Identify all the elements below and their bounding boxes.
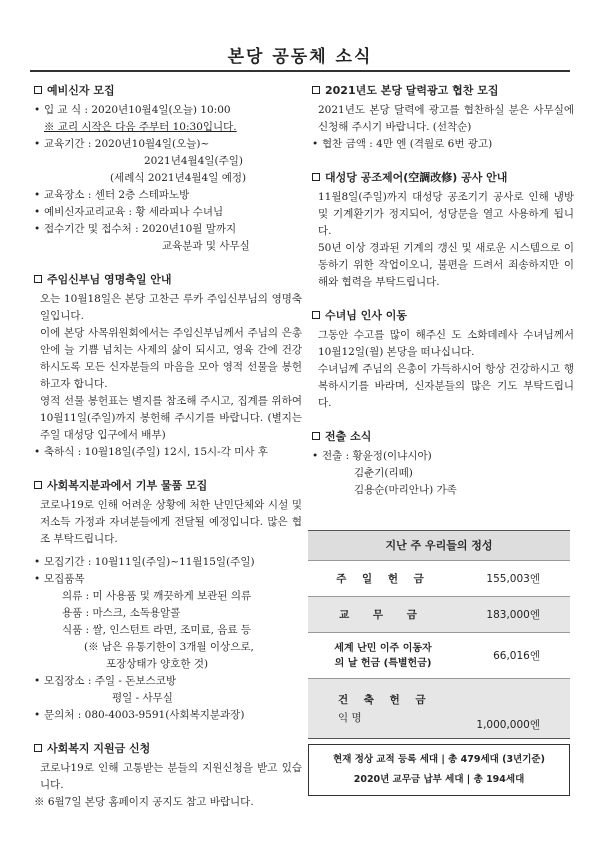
list-item: • 모집품목 bbox=[34, 571, 302, 588]
list-item-continued: 교육분과 및 사무실 bbox=[162, 240, 250, 252]
section-heading: 예비신자 모집 bbox=[34, 82, 302, 99]
row-label: 세계 난민 이주 이동자 의 날 헌금 (특별헌금) bbox=[334, 642, 432, 669]
section-transfer bbox=[312, 428, 574, 499]
list-item-continued: 2021년4월4일(주일) bbox=[144, 155, 243, 167]
square-bullet-icon bbox=[312, 173, 320, 181]
section-welfare bbox=[34, 740, 302, 811]
paragraph: 오는 10월18일은 본당 고찬근 루카 주임신부님의 영명축일입니다. bbox=[40, 293, 302, 322]
list-item: • 협찬 금액 : 4만 엔 (격월로 6번 광고) bbox=[312, 136, 574, 153]
row-label: 교 무 금 bbox=[339, 609, 427, 621]
table-row bbox=[308, 679, 570, 739]
row-label: 건 축 헌 금 익 명 bbox=[338, 693, 432, 724]
square-bullet-icon bbox=[34, 744, 42, 752]
list-item: • 모집기간 : 10월11일(주일)~11월15일(주일) bbox=[34, 554, 302, 571]
square-bullet-icon bbox=[34, 86, 42, 94]
list-item: • 문의처 : 080-4003-9591(사회복지분과장) bbox=[34, 707, 302, 724]
section-heading: 전출 소식 bbox=[312, 428, 574, 445]
table-row bbox=[308, 597, 570, 633]
section-aircon bbox=[312, 169, 574, 291]
square-bullet-icon bbox=[34, 481, 42, 489]
list-item: • 교육기간 : 2020년10월4일(오늘)~ bbox=[34, 136, 302, 153]
section-feast bbox=[34, 271, 302, 461]
row-value: 155,003엔 bbox=[486, 573, 540, 585]
list-item: • 교육장소 : 센터 2층 스테파노방 bbox=[34, 187, 302, 204]
page-title: 본당 공동체 소식 bbox=[227, 47, 373, 67]
paragraph: 그동안 수고를 많이 해주신 도 소화데레사 수녀님께서 10월12일(월) 본당을 떠나십니다. bbox=[318, 329, 574, 358]
list-item: • 축하식 : 10월18일(주일) 12시, 15시-각 미사 후 bbox=[34, 444, 302, 461]
list-subitem: 의류 : 미 사용품 및 깨끗하게 보관된 의류 bbox=[62, 590, 252, 602]
list-item: • 접수기간 및 접수처 : 2020년10월 말까지 bbox=[34, 221, 302, 238]
list-item: • 전출 : 황윤정(이냐시아) bbox=[312, 448, 574, 465]
section-catechumen bbox=[34, 82, 302, 255]
square-bullet-icon bbox=[312, 432, 320, 440]
section-heading: 2021년도 본당 달력광고 협찬 모집 bbox=[312, 82, 574, 99]
row-label: 주 일 헌 금 bbox=[336, 573, 430, 585]
note: ※ 6월7일 본당 홈페이지 공지도 참고 바랍니다. bbox=[34, 796, 254, 808]
section-sister bbox=[312, 307, 574, 412]
row-value: 183,000엔 bbox=[486, 609, 540, 621]
paragraph: 코로나19로 인해 고통받는 분들의 지원신청을 받고 있습니다. bbox=[40, 762, 302, 791]
right-column bbox=[312, 82, 574, 515]
section-heading: 사회복지분과에서 기부 물품 모집 bbox=[34, 477, 302, 494]
section-heading: 수녀님 인사 이동 bbox=[312, 307, 574, 324]
list-subitem: (※ 남은 유통기한이 3개월 이상으로, bbox=[84, 641, 254, 653]
paragraph: 50년 이상 경과된 기계의 갱신 및 새로운 시스템으로 이동하기 위한 작업이오니, 불편을 드려서 죄송하지만 이해와 협력을 부탁드립니다. bbox=[318, 242, 574, 288]
paragraph: 영적 선물 봉헌표는 별지를 참조해 주시고, 집계를 위하여 10월11일(주일)까지 봉헌해 주시기를 바랍니다. (별지는 주일 대성당 입구에서 배부) bbox=[40, 395, 302, 441]
section-donation bbox=[34, 477, 302, 724]
square-bullet-icon bbox=[312, 311, 320, 319]
list-item: • 모집장소 : 주일 - 돈보스코방 bbox=[34, 673, 302, 690]
list-subitem: 평일 - 사무실 bbox=[112, 692, 173, 704]
row-value: 66,016엔 bbox=[493, 650, 540, 662]
paragraph: 수녀님께 주님의 은총이 가득하시어 항상 건강하시고 행복하시기를 바라며, 신자분들의 많은 기도 부탁드립니다. bbox=[318, 363, 574, 409]
list-item-continued: (세례식 2021년4월4일 예정) bbox=[110, 172, 247, 184]
paragraph: 11월8일(주일)까지 대성당 공조기기 공사로 인해 냉방 및 기계환기가 정지되어, 성당문을 열고 사용하게 됩니다. bbox=[318, 191, 574, 237]
registration-stats-box bbox=[308, 744, 570, 796]
left-column bbox=[34, 82, 302, 827]
note: ※ 교리 시작은 다음 주부터 10:30입니다. bbox=[44, 121, 237, 133]
stats-line: 2020년 교무금 납부 세대 | 총 194세대 bbox=[353, 774, 525, 785]
list-item: • 입 교 식 : 2020년10월4일(오늘) 10:00 bbox=[34, 102, 302, 119]
stats-line: 현재 정상 교적 등록 세대 | 총 479세대 (3년기준) bbox=[333, 754, 545, 765]
list-subitem: 김용순(마리안나) 가족 bbox=[354, 484, 457, 496]
list-subitem: 포장상태가 양호한 것) bbox=[106, 658, 209, 670]
table-row bbox=[308, 561, 570, 597]
list-subitem: 용품 : 마스크, 소독용알콜 bbox=[62, 607, 181, 619]
list-subitem: 김춘기(리떼) bbox=[354, 467, 413, 479]
section-heading: 주임신부님 영명축일 안내 bbox=[34, 271, 302, 288]
section-heading: 사회복지 지원금 신청 bbox=[34, 740, 302, 757]
list-item: • 예비신자교리교육 : 황 세라피나 수녀님 bbox=[34, 204, 302, 221]
section-calendar bbox=[312, 82, 574, 153]
square-bullet-icon bbox=[34, 275, 42, 283]
paragraph: 이에 본당 사목위원회에서는 주임신부님께서 주님의 은총 안에 늘 기쁨 넘치는 사제의 삶이 되시고, 영육 간에 건강하시도록 모든 신자분들의 마음을 모아 영적 선물을 봉헌하고자 합니다. bbox=[40, 327, 302, 390]
row-value: 1,000,000엔 bbox=[476, 719, 540, 731]
list-subitem: 식품 : 쌀, 인스턴트 라면, 조미료, 음료 등 bbox=[62, 624, 252, 636]
paragraph: 코로나19로 인해 어려운 상황에 처한 난민단체와 시설 및 저소득 가정과 자녀분들에게 전달될 예정입니다. 많은 협조 부탁드립니다. bbox=[40, 499, 302, 545]
table-row bbox=[308, 633, 570, 679]
title-divider bbox=[30, 70, 570, 72]
square-bullet-icon bbox=[312, 86, 320, 94]
offering-heading: 지난 주 우리들의 정성 bbox=[308, 531, 570, 561]
offering-table bbox=[308, 530, 570, 739]
paragraph: 2021년도 본당 달력에 광고를 협찬하실 분은 사무실에 신청해 주시기 바랍니다. (선착순) bbox=[318, 104, 574, 133]
section-heading: 대성당 공조제어(空調改修) 공사 안내 bbox=[312, 169, 574, 186]
